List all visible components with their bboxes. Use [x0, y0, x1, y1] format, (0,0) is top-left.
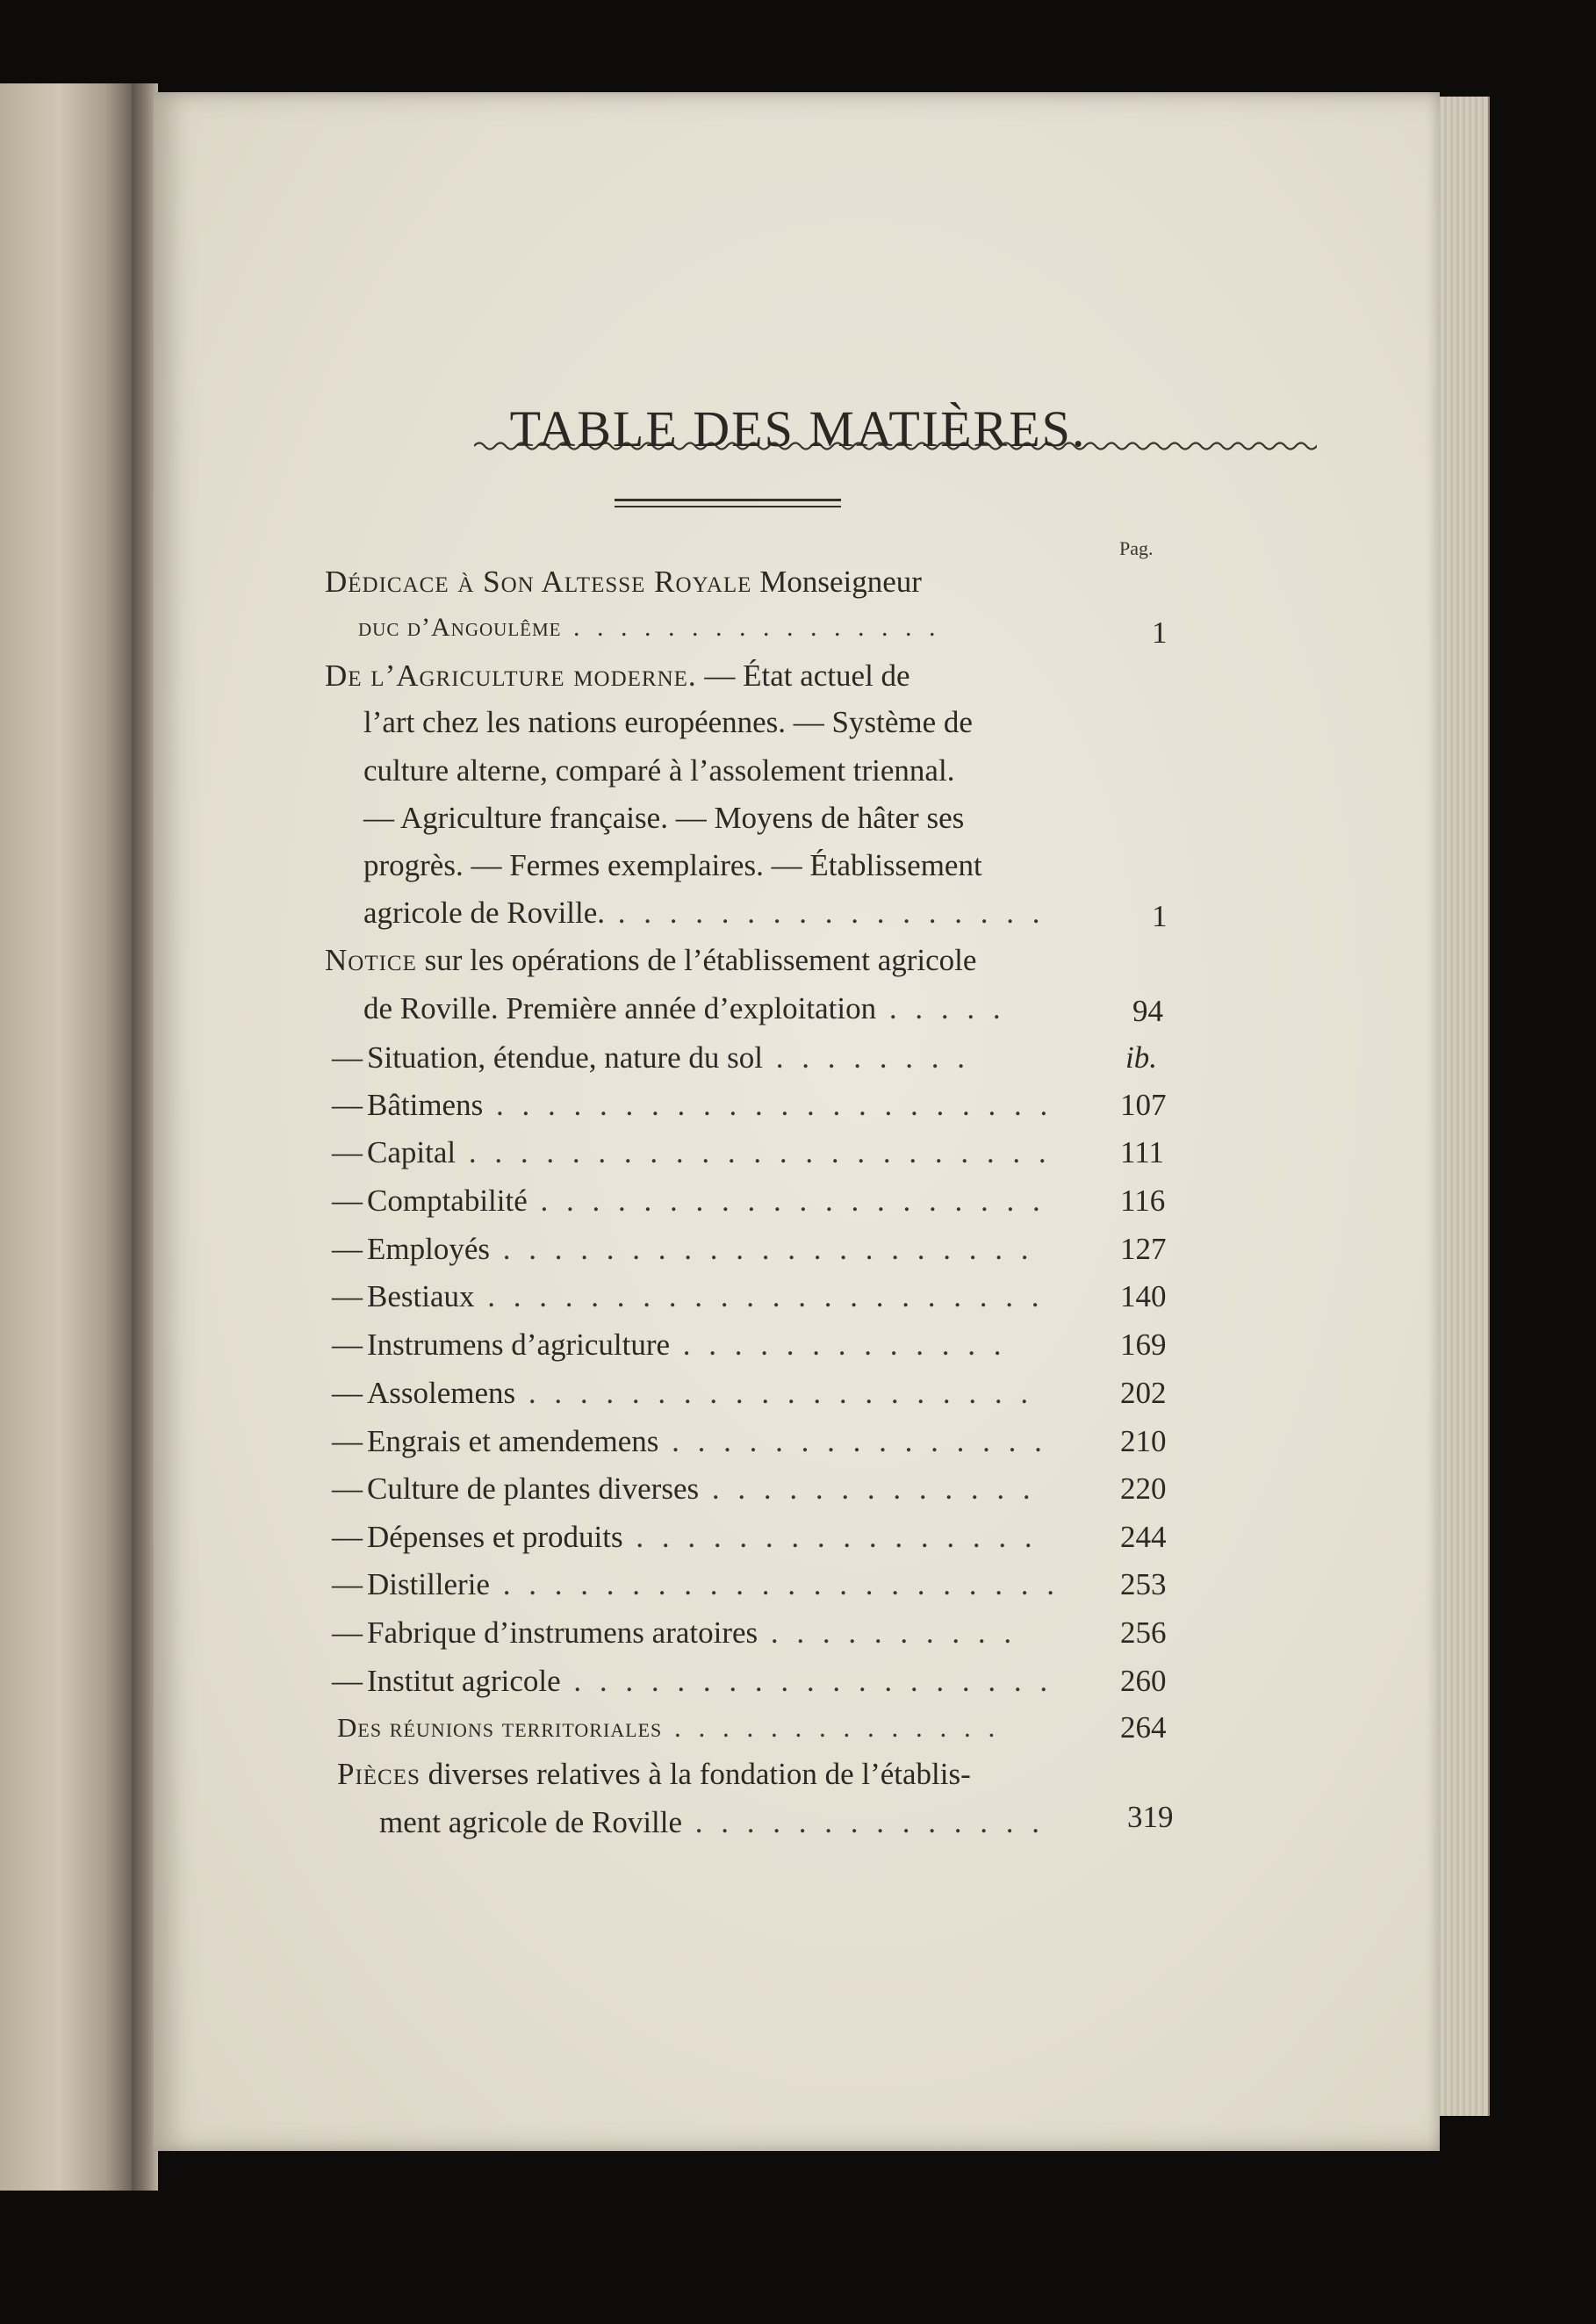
- leader-dots: . . . . . . . . . . . . . . . . . . . . . .: [483, 1088, 1053, 1122]
- toc-entry-text: Bestiaux: [367, 1279, 475, 1313]
- page-number: 256: [1120, 1615, 1167, 1650]
- toc-entry-continuation: [363, 993, 1006, 1024]
- leader-dots: . . . . . . . .: [763, 1040, 971, 1075]
- em-dash: —: [332, 1135, 363, 1169]
- em-dash: —: [332, 1184, 363, 1218]
- leader-dots: . . . . . . . . . . . . . . . . . . . . . .: [474, 1279, 1045, 1313]
- toc-entry-text: Situation, étendue, nature du sol: [367, 1040, 764, 1075]
- page-number: 220: [1120, 1471, 1167, 1506]
- em-dash: —: [332, 1424, 363, 1458]
- leader-dots: . . . . . . . . . . . . . .: [662, 1712, 1001, 1743]
- toc-entry-text: Culture de plantes diverses: [367, 1471, 700, 1506]
- em-dash: —: [332, 1327, 363, 1362]
- toc-entry-text: Engrais et amendemens: [367, 1424, 659, 1458]
- toc-entry-text: diverses relatives à la fondation de l’établis-: [420, 1757, 971, 1791]
- toc-sub-entry: [332, 1234, 1033, 1264]
- toc-entry-continuation: — Agriculture française. — Moyens de hâter ses: [363, 801, 965, 835]
- toc-entry-text: Monseigneur: [751, 565, 922, 599]
- leader-dots: . . . . . . . . . . . . . . . . . . . . . .: [489, 1567, 1060, 1601]
- toc-entry-text: Bâtimens: [367, 1088, 484, 1122]
- toc-entry-text: Comptabilité: [367, 1184, 528, 1218]
- toc-entry-text: Distillerie: [367, 1567, 490, 1601]
- leader-dots: . . . . . . . . . . . . . . . . . . . .: [515, 1376, 1034, 1410]
- toc-sub-entry: [332, 1426, 1047, 1457]
- em-dash: —: [332, 1567, 363, 1601]
- toc-entry-text: duc d’Angoulême: [358, 613, 562, 642]
- leader-dots: . . . . . . . . . .: [758, 1615, 1017, 1650]
- toc-entry-continuation: [358, 615, 940, 641]
- leader-dots: . . . . . . . . . . . . . . .: [658, 1424, 1047, 1458]
- toc-sub-entry: [332, 1569, 1060, 1600]
- leader-dots: . . . . . . . . . . . . .: [670, 1327, 1007, 1362]
- toc-entry-continuation: progrès. — Fermes exemplaires. — Établissement: [363, 848, 982, 882]
- page-title: TABLE DES MATIÈRES.: [509, 400, 1087, 457]
- toc-entry-continuation: l’art chez les nations européennes. — Système de: [363, 705, 973, 739]
- em-dash: —: [332, 1376, 363, 1410]
- page-number: 127: [1120, 1232, 1167, 1266]
- page-number: 319: [1127, 1800, 1174, 1834]
- page-number: ib.: [1125, 1040, 1157, 1075]
- em-dash: —: [332, 1088, 363, 1122]
- page-number: 140: [1120, 1279, 1167, 1313]
- toc-entry-continuation: culture alterne, comparé à l’assolement triennal.: [363, 753, 955, 788]
- toc-entry-text: de Roville. Première année d’exploitation: [363, 991, 877, 1025]
- toc-entry-text: ment agricole de Roville: [379, 1805, 683, 1839]
- em-dash: —: [332, 1232, 363, 1266]
- leader-dots: . . . . . . . . . . . . . . . .: [622, 1520, 1038, 1554]
- toc-sub-entry: [332, 1473, 1036, 1504]
- toc-entry-text: Capital: [367, 1135, 457, 1169]
- toc-sub-entry: [332, 1090, 1053, 1120]
- toc-entry-text: Dépenses et produits: [367, 1520, 623, 1554]
- leader-dots: . . . . . . . . . . . . .: [699, 1471, 1036, 1506]
- toc-entry-agriculture: [325, 660, 910, 691]
- toc-entry-text: — État actuel de: [696, 658, 910, 693]
- toc-entry-title: Dédicace à Son Altesse Royale: [325, 565, 752, 599]
- leader-dots: . . . . . . . . . . . . . . . . . . . .: [527, 1184, 1046, 1218]
- toc-entry-dedicace: [325, 566, 922, 597]
- page-number: 169: [1120, 1327, 1167, 1362]
- page-number: 116: [1120, 1184, 1166, 1218]
- toc-entry-text: agricole de Roville.: [363, 896, 606, 930]
- toc-entry-title: Notice: [325, 943, 417, 977]
- toc-entry-text: Institut agricole: [367, 1664, 561, 1698]
- em-dash: —: [332, 1615, 363, 1650]
- toc-sub-entry: [332, 1281, 1044, 1312]
- toc-sub-entry: [332, 1042, 970, 1073]
- leader-dots: . . . . . . . . . . . . . . . . .: [605, 896, 1046, 930]
- toc-sub-entry: [332, 1185, 1046, 1216]
- page-number: 244: [1120, 1520, 1167, 1554]
- page-number: 94: [1132, 994, 1163, 1028]
- toc-entry-pieces: [337, 1759, 971, 1789]
- em-dash: —: [332, 1520, 363, 1554]
- em-dash: —: [332, 1279, 363, 1313]
- toc-entry-notice: [325, 945, 976, 975]
- page-number: 202: [1120, 1376, 1167, 1410]
- toc-entry-text: Assolemens: [367, 1376, 516, 1410]
- em-dash: —: [332, 1040, 363, 1075]
- page-number: 253: [1120, 1567, 1167, 1601]
- page-number: 264: [1120, 1710, 1167, 1745]
- em-dash: —: [332, 1471, 363, 1506]
- toc-sub-entry: [332, 1137, 1052, 1168]
- em-dash: —: [332, 1664, 363, 1698]
- toc-entry-text: Employés: [367, 1232, 490, 1266]
- leader-dots: . . . . . . . . . . . . . .: [682, 1805, 1046, 1839]
- toc-entry-title: Pièces: [337, 1757, 421, 1791]
- toc-entry-text: sur les opérations de l’établissement agricole: [416, 943, 977, 977]
- leader-dots: . . . . . . . . . . . . . . . . . . .: [560, 1664, 1053, 1698]
- toc-entry-reunions: [337, 1714, 1000, 1741]
- page-number: 260: [1120, 1664, 1167, 1698]
- toc-sub-entry: [332, 1329, 1007, 1360]
- toc-sub-entry: [332, 1617, 1017, 1648]
- page-number: 1: [1152, 615, 1168, 650]
- page-number: 107: [1120, 1088, 1167, 1122]
- toc-entry-title: De l’Agriculture moderne.: [325, 658, 697, 693]
- toc-sub-entry: [332, 1522, 1038, 1552]
- leader-dots: . . . . . . . . . . . . . . . . . . . . . . .: [456, 1135, 1052, 1169]
- toc-entry-title: Des réunions territoriales: [337, 1712, 663, 1743]
- toc-entry-text: Fabrique d’instrumens aratoires: [367, 1615, 758, 1650]
- toc-entry-text: Instrumens d’agriculture: [367, 1327, 671, 1362]
- toc-entry-continuation: [379, 1807, 1045, 1838]
- leader-dots: . . . . . . . . . . . . . . . . . . . . .: [489, 1232, 1034, 1266]
- toc-sub-entry: [332, 1378, 1033, 1408]
- toc-entry-continuation: [363, 897, 1046, 928]
- page-column-label: Pag.: [1119, 537, 1154, 559]
- toc-sub-entry: [332, 1666, 1053, 1696]
- leader-dots: . . . . . . . . . . . . . . . .: [561, 613, 941, 642]
- page-number: 1: [1152, 899, 1168, 933]
- leader-dots: . . . . .: [876, 991, 1006, 1025]
- page-number: 111: [1120, 1135, 1164, 1169]
- page-number: 210: [1120, 1424, 1167, 1458]
